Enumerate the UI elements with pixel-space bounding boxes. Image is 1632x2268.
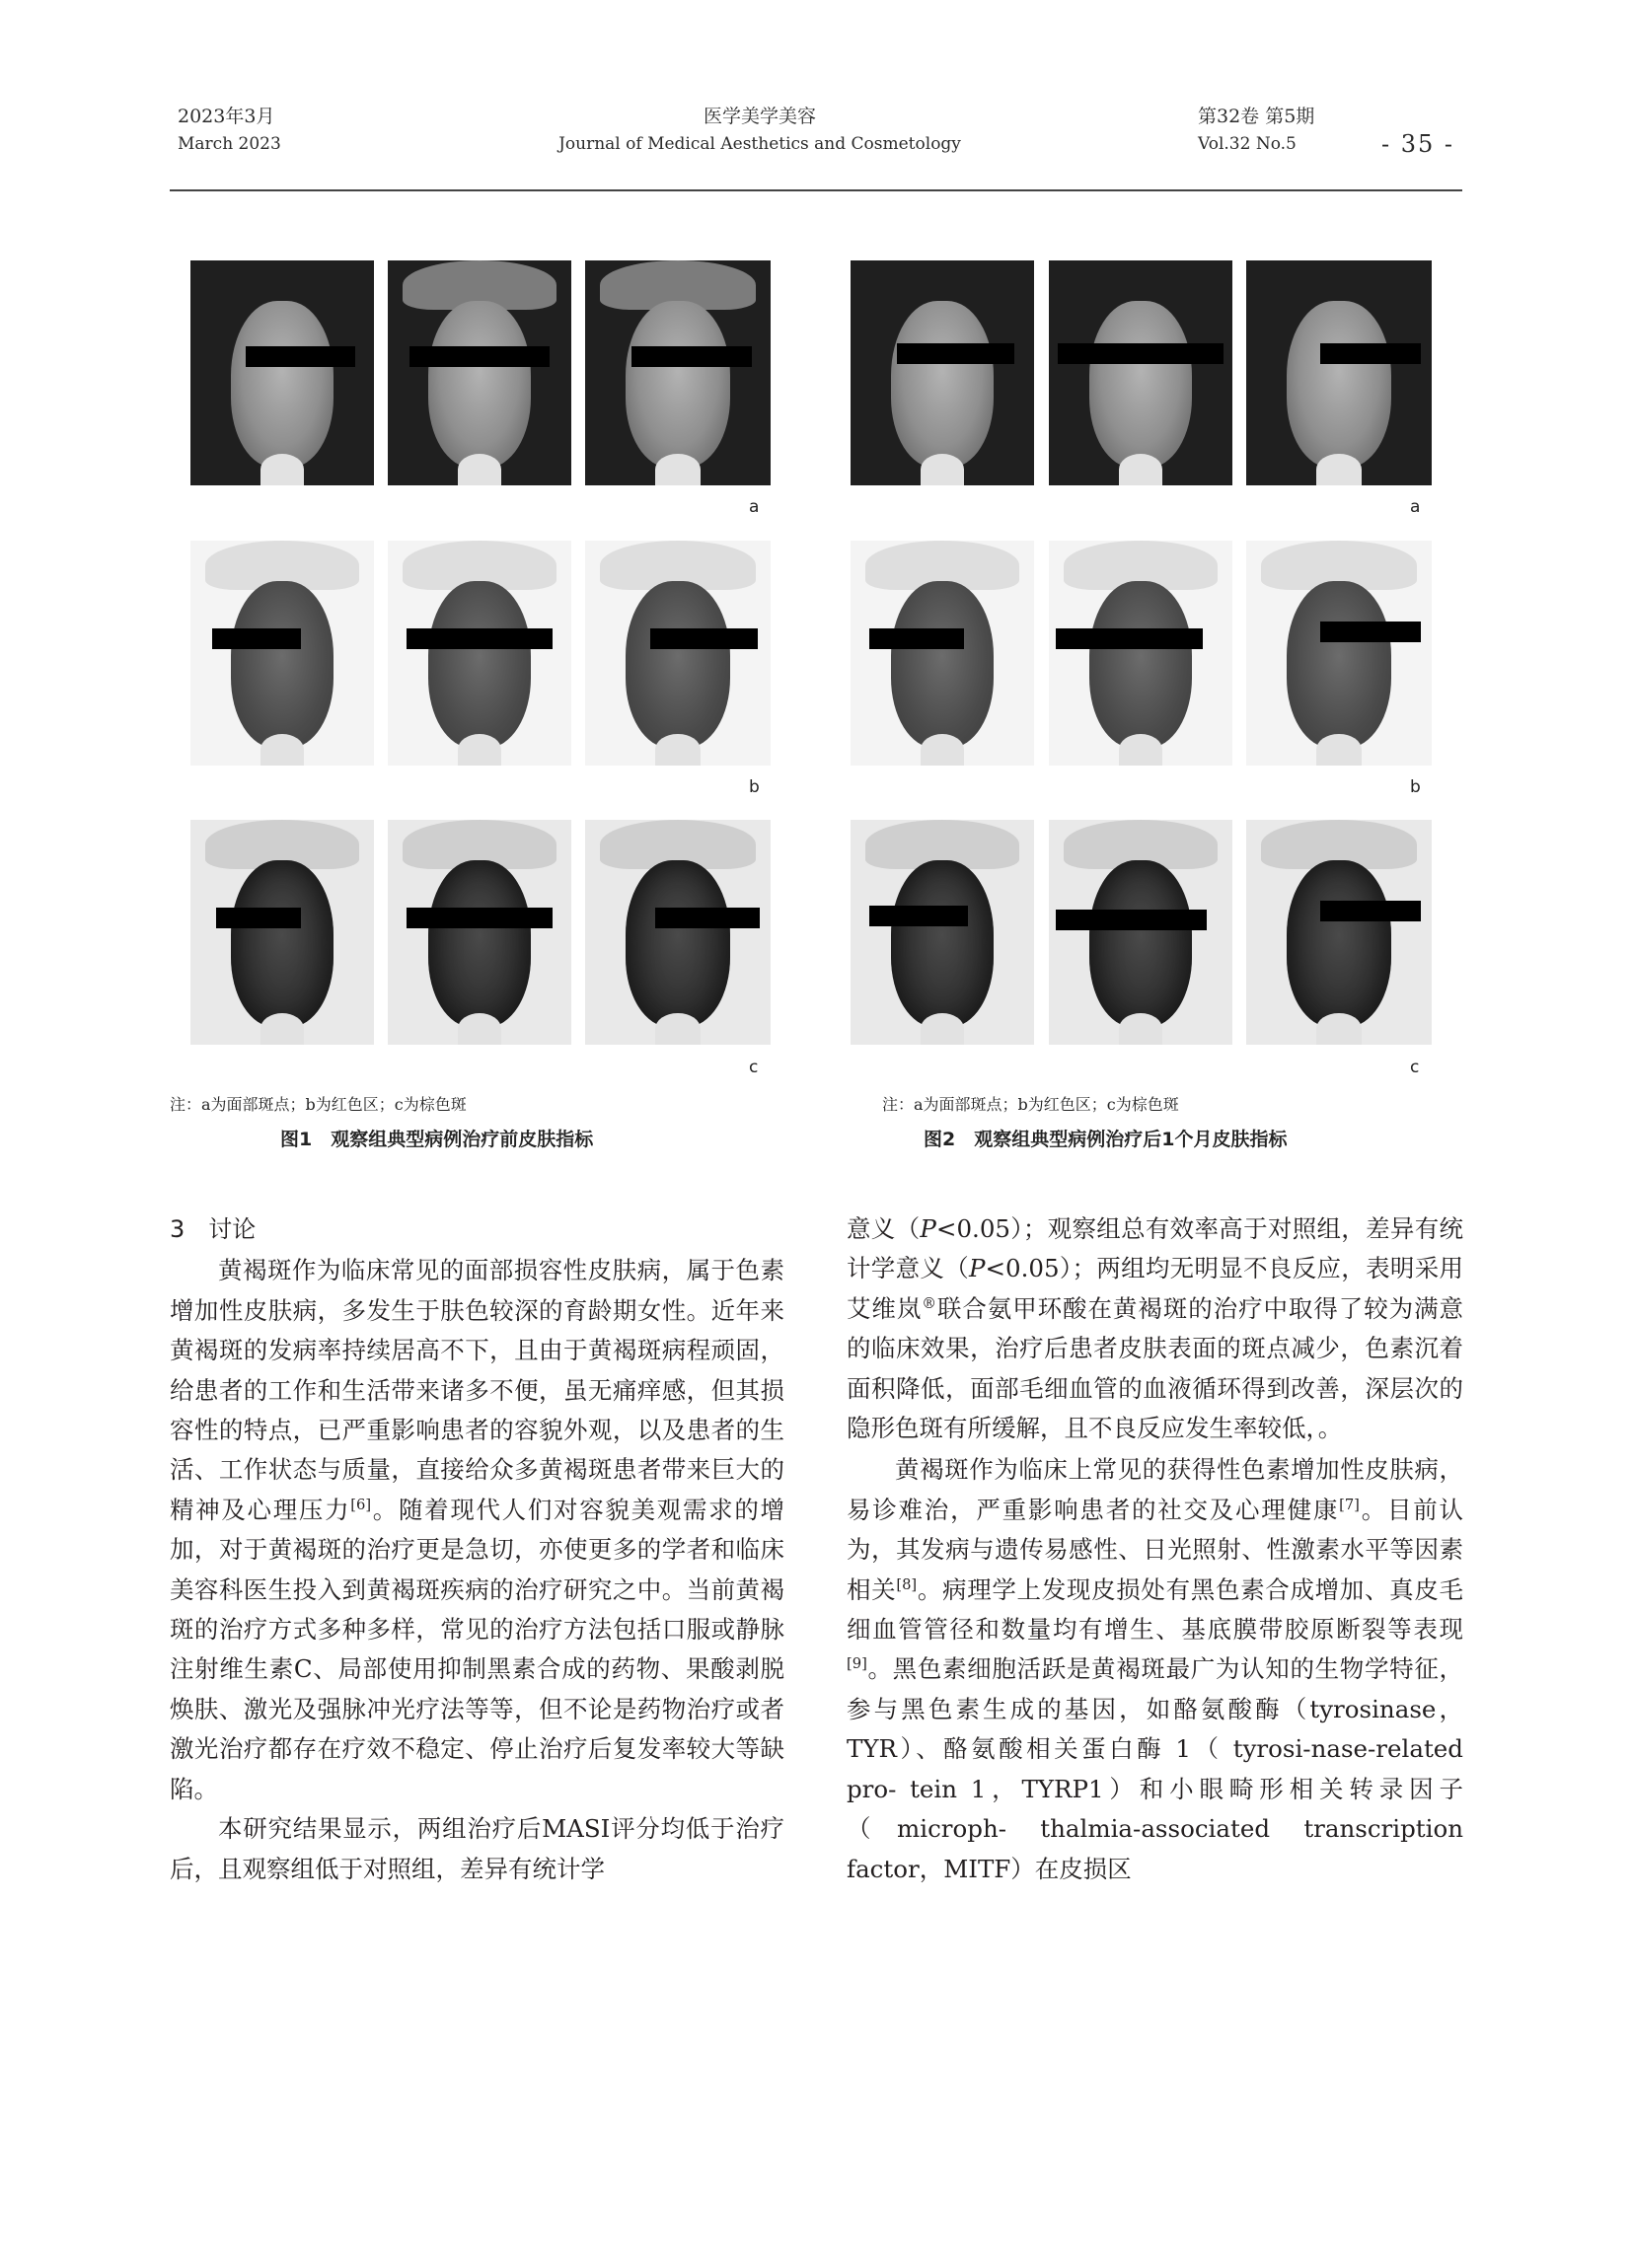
fig2-row-label-a: a: [1410, 497, 1421, 517]
header-rule: [170, 189, 1462, 191]
photo-fig1-c-left: [190, 820, 374, 1045]
photo-fig1-c-right: [585, 820, 771, 1045]
fig1-note: 注：a为面部斑点；b为红色区；c为棕色斑: [170, 1095, 467, 1114]
left-paragraph-2: 本研究结果显示，两组治疗后MASI评分均低于治疗后，且观察组低于对照组，差异有统计学: [170, 1814, 784, 1883]
photo-fig2-c-right: [1246, 820, 1432, 1045]
left-p1-text-b: 。随着现代人们对容貌美观需求的增加，对于黄褐斑的治疗更是急切，亦使更多的学者和临床美容科医生投入到黄褐斑疾病的治疗研究之中。当前黄褐斑的治疗方式多种多样，常见的治疗方法包括口服或静脉注射维生素C、局部使用抑制黑素合成的药物、果酸剥脱焕肤、激光及强脉冲光疗法等等，但不论是药物治疗或者激光治疗都存在疗效不稳定、停止治疗后复发率较大等缺陷。: [170, 1495, 785, 1803]
right-paragraph-2: [847, 1450, 1463, 1888]
ref-9: [9]: [847, 1655, 867, 1673]
fig1-row-label-b: b: [749, 777, 760, 797]
photo-fig2-c-left: [851, 820, 1034, 1045]
photo-fig1-b-left: [190, 541, 374, 766]
photo-fig2-b-right: [1246, 541, 1432, 766]
photo-fig1-b-right: [585, 541, 771, 766]
photo-fig2-c-front: [1049, 820, 1232, 1045]
right-p1-text-d: 联合氨甲环酸在黄褐斑的治疗中取得了较为满意的临床效果，治疗后患者皮肤表面的斑点减少，色素沉着面积降低，面部毛细血管的血液循环得到改善，深层次的隐形色斑有所缓解，且不良反应发生率较低，。: [847, 1293, 1464, 1443]
header-date-en: March 2023: [178, 134, 281, 154]
header-journal-cn: 医学美学美容: [703, 106, 817, 127]
photo-fig1-a-right: [585, 260, 771, 485]
fig1-caption: 图1 观察组典型病例治疗前皮肤指标: [280, 1129, 594, 1150]
right-p1-text-a: 意义（: [847, 1214, 921, 1243]
photo-fig1-a-front: [388, 260, 571, 485]
right-p2-text-a: 黄褐斑作为临床上常见的获得性色素增加性皮肤病，易诊难治，严重影响患者的社交及心理健康: [847, 1455, 1463, 1524]
right-p1-text-b: <0.05）；观察组总有效率高于对照组，差异有统计学意义（: [847, 1214, 1464, 1283]
header-volume-cn: 第32卷 第5期: [1198, 106, 1315, 127]
photo-fig2-b-front: [1049, 541, 1232, 766]
ref-6: [6]: [350, 1496, 372, 1513]
header-date: [178, 103, 281, 158]
fig2-row-label-c: c: [1410, 1058, 1420, 1077]
right-column: [847, 1209, 1463, 1889]
fig1-row-label-c: c: [749, 1058, 759, 1077]
header-date-cn: 2023年3月: [178, 106, 275, 127]
left-paragraph-1: [170, 1251, 784, 1809]
right-p2-text-d: 。黑色素细胞活跃是黄褐斑最广为认知的生物学特征，参与黑色素生成的基因，如酪氨酸酶（tyrosinase，TYR）、酪氨酸相关蛋白酶 1（ tyrosi-nase-related pro- tein 1，TYRP1）和小眼畸形相关转录因子（microph- thalmia-associated transcription factor，MITF）在皮损区: [847, 1654, 1463, 1883]
photo-fig1-c-front: [388, 820, 571, 1045]
left-p1-text-a: 黄褐斑作为临床常见的面部损容性皮肤病，属于色素增加性皮肤病，多发生于肤色较深的育龄期女性。近年来黄褐斑的发病率持续居高不下，且由于黄褐斑病程顽固，给患者的工作和生活带来诸多不便，虽无痛痒感，但其损容性的特点，已严重影响患者的容貌外观，以及患者的生活、工作状态与质量，直接给众多黄褐斑患者带来巨大的精神及心理压力: [170, 1256, 784, 1524]
p-value-symbol: P: [969, 1254, 986, 1283]
header-volume: [1198, 103, 1314, 158]
header-volume-en: Vol.32 No.5: [1198, 134, 1297, 154]
registered-mark: ®: [922, 1294, 936, 1312]
fig2-row-label-b: b: [1410, 777, 1421, 797]
header-journal: [558, 103, 961, 158]
p-value-symbol: P: [920, 1214, 936, 1243]
photo-fig2-a-right: [1246, 260, 1432, 485]
photo-fig2-a-left: [851, 260, 1034, 485]
right-p1-text-c: <0.05）；两组均无明显不良反应，表明采用艾维岚: [847, 1254, 1464, 1323]
fig2-caption: 图2 观察组典型病例治疗后1个月皮肤指标: [924, 1129, 1288, 1150]
right-p2-text-b: 。目前认为，其发病与遗传易感性、日光照射、性激素水平等因素相关: [847, 1495, 1463, 1604]
photo-fig2-a-front: [1049, 260, 1232, 485]
photo-fig2-b-left: [851, 541, 1034, 766]
header-journal-en: Journal of Medical Aesthetics and Cosmetology: [558, 134, 961, 154]
fig2-note: 注：a为面部斑点；b为红色区；c为棕色斑: [882, 1095, 1179, 1114]
photo-fig1-a-left: [190, 260, 374, 485]
page-number: - 35 -: [1381, 130, 1455, 158]
right-paragraph-1: [847, 1209, 1463, 1448]
photo-fig1-b-front: [388, 541, 571, 766]
left-column: [170, 1209, 784, 1889]
ref-8: [8]: [896, 1575, 918, 1593]
section-heading: 3 讨论: [170, 1215, 257, 1243]
fig1-row-label-a: a: [749, 497, 760, 517]
right-p2-text-c: 。病理学上发现皮损处有黑色素合成增加、真皮毛细血管管径和数量均有增生、基底膜带胶原断裂等表现: [847, 1574, 1464, 1645]
ref-7: [7]: [1339, 1496, 1360, 1513]
